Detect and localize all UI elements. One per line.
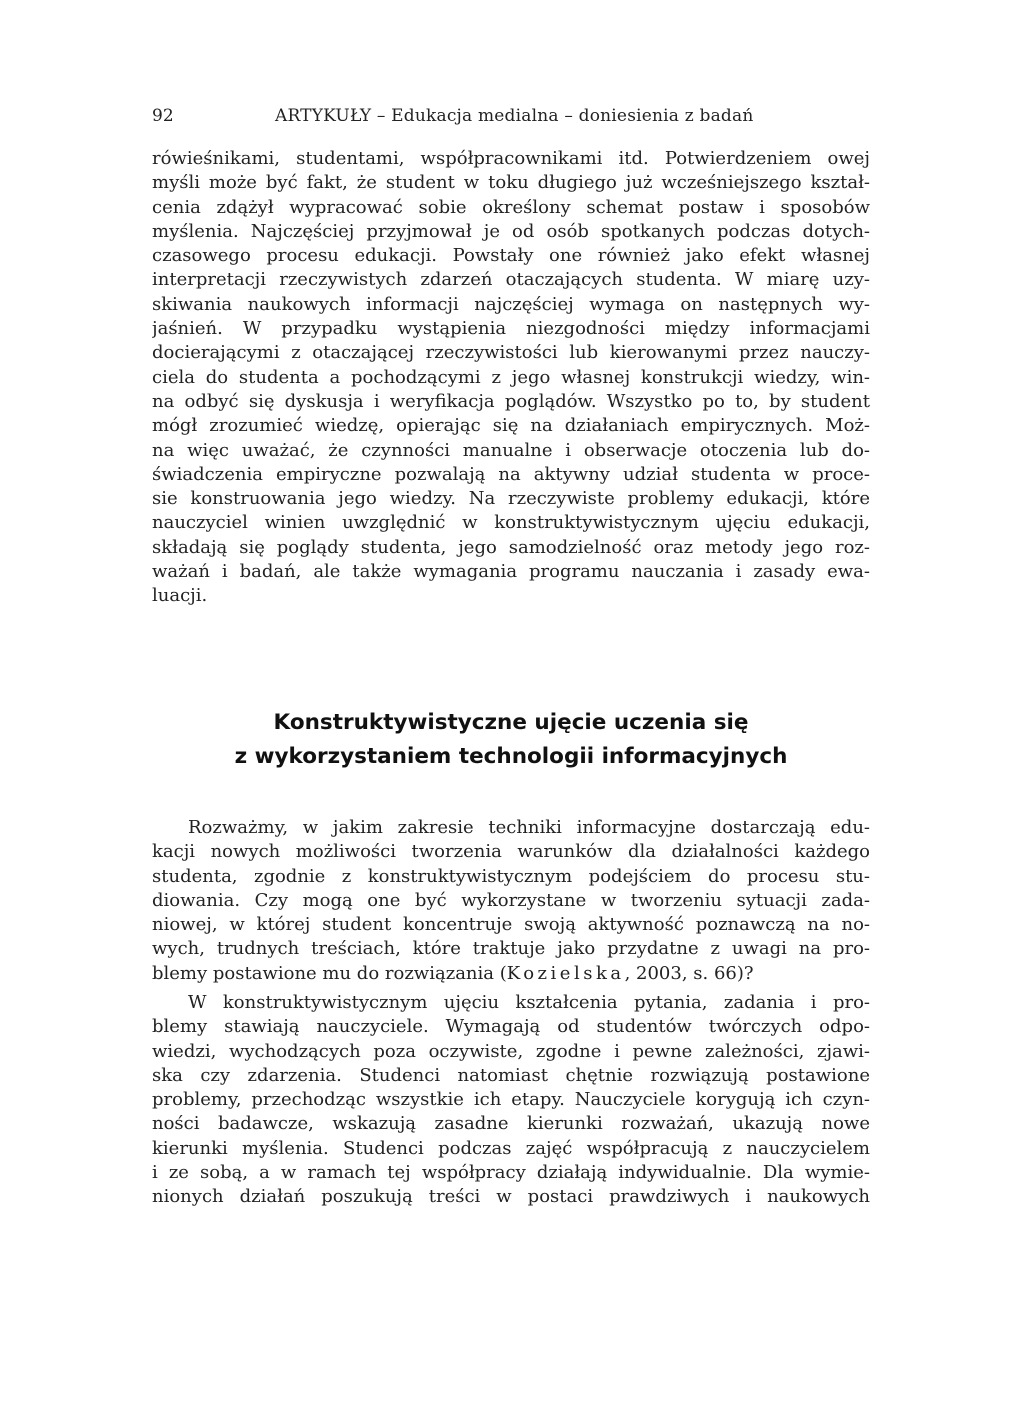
running-header (152, 104, 870, 128)
paragraph-1 (152, 147, 870, 609)
text-line: i ze sobą, a w ramach tej współpracy działają indywidualnie. Dla wymie- (152, 1162, 870, 1184)
text-line: wiedzi, wychodzących poza oczywiste, zgodne i pewne zależności, zjawi- (152, 1040, 870, 1062)
text-line: cenia zdążył wypracować sobie określony schemat postaw i sposobów (152, 196, 870, 218)
text-line: na więc uważać, że czynności manualne i obserwacje otoczenia lub do- (152, 439, 870, 461)
text-line: jaśnień. W przypadku wystąpienia niezgodności między informacjami (152, 318, 870, 340)
text-line: studenta, zgodnie z konstruktywistycznym podejściem do procesu stu- (152, 865, 870, 887)
running-title: ARTYKUŁY – Edukacja medialna – doniesienia z badań (275, 106, 754, 126)
text-line: kacji nowych możliwości tworzenia warunków dla działalności każdego (152, 841, 870, 863)
text-line: docierającymi z otaczającej rzeczywistości lub kierowanymi przez nauczy- (152, 342, 870, 364)
citation-author: Kozielska (506, 962, 625, 984)
text-line: czasowego procesu edukacji. Powstały one również jako efekt własnej (152, 245, 870, 267)
text-line: nauczyciel winien uwzględnić w konstruktywistycznym ujęciu edukacji, (152, 512, 870, 534)
text-line: mógł zrozumieć wiedzę, opierając się na działaniach empirycznych. Moż- (152, 415, 870, 437)
text-line: świadczenia empiryczne pozwalają na aktywny udział studenta w proce- (152, 463, 870, 485)
text-line: ska czy zdarzenia. Studenci natomiast chętnie rozwiązują postawione (152, 1064, 870, 1086)
section-heading-line-1: Konstruktywistyczne ujęcie uczenia się (273, 710, 749, 735)
paragraph-2 (152, 816, 870, 986)
page-number: 92 (152, 106, 174, 126)
text-line: ważań i badań, ale także wymagania programu nauczania i zasady ewa- (152, 561, 870, 583)
section-heading (152, 706, 870, 774)
text-line: luacji. (152, 585, 208, 607)
text-line: myślenia. Najczęściej przyjmował je od osób spotkanych podczas dotych- (152, 220, 870, 242)
paragraph-3 (152, 991, 870, 1210)
text-line: W konstruktywistycznym ujęciu kształcenia pytania, zadania i pro- (188, 992, 870, 1013)
text-line: ności badawcze, wskazują zasadne kierunki rozważań, ukazują nowe (152, 1113, 870, 1135)
text-line: kierunki myślenia. Studenci podczas zajęć współpracują z nauczycielem (152, 1137, 870, 1159)
text-line: skiwania naukowych informacji najczęściej wymaga on następnych wy- (152, 293, 870, 315)
citation-text-before: blemy postawione mu do rozwiązania ( (152, 962, 507, 984)
text-line: Rozważmy, w jakim zakresie techniki informacyjne dostarczają edu- (188, 817, 870, 838)
text-line: sie konstruowania jego wiedzy. Na rzeczywiste problemy edukacji, które (152, 488, 870, 510)
text-line-citation (152, 962, 870, 986)
text-line: wych, trudnych treściach, które traktuje jako przydatne z uwagi na pro- (152, 938, 870, 960)
text-line: myśli może być fakt, że student w toku długiego już wcześniejszego kształ- (152, 172, 870, 194)
document-page (152, 0, 870, 1406)
text-line: interpretacji rzeczywistych zdarzeń otaczających studenta. W miarę uzy- (152, 269, 870, 291)
text-line: diowania. Czy mogą one być wykorzystane w tworzeniu sytuacji zada- (152, 889, 870, 911)
text-line: problemy, przechodząc wszystkie ich etapy. Nauczyciele korygują ich czyn- (152, 1089, 870, 1111)
section-heading-line-2: z wykorzystaniem technologii informacyjnych (234, 744, 788, 769)
text-line: blemy stawiają nauczyciele. Wymagają od studentów twórczych odpo- (152, 1016, 870, 1038)
text-line: niowej, w której student koncentruje swoją aktywność poznawczą na no- (152, 914, 870, 936)
text-line: na odbyć się dyskusja i weryfikacja poglądów. Wszystko po to, by student (152, 390, 870, 412)
text-line: ciela do studenta a pochodzącymi z jego własnej konstrukcji wiedzy, win- (152, 366, 870, 388)
text-line: składają się poglądy studenta, jego samodzielność oraz metody jego roz- (152, 536, 870, 558)
citation-text-after: , 2003, s. 66)? (624, 962, 754, 984)
text-line: nionych działań poszukują treści w postaci prawdziwych i naukowych (152, 1186, 870, 1208)
text-line: rówieśnikami, studentami, współpracownikami itd. Potwierdzeniem owej (152, 148, 870, 169)
